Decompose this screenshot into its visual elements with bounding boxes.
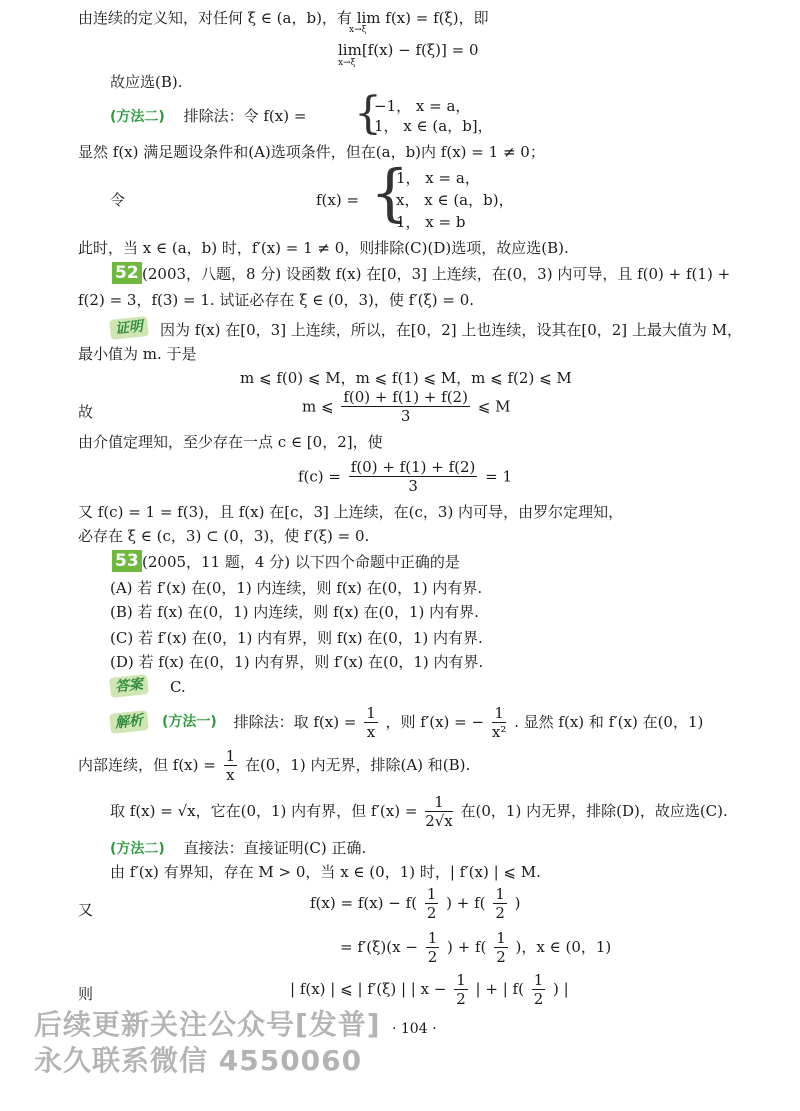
analysis-label: 解析	[109, 710, 149, 734]
proof-label: 证明	[109, 316, 149, 340]
question-text: (2003，八题，8 分) 设函数 f(x) 在[0，3] 上连续，在(0，3) 内可导，且 f(0) + f(1) +	[142, 265, 731, 283]
piecewise-row: 1， x = b	[396, 213, 466, 231]
page-number: · 104 ·	[392, 1021, 437, 1037]
brace-icon: {	[354, 88, 382, 139]
method-label: (方法二)	[110, 109, 165, 125]
text-line: 令	[110, 191, 126, 209]
method-label: (方法二)	[110, 841, 165, 857]
fraction: $\frac{1}{2}$	[427, 928, 438, 966]
method-line: (方法二) 排除法：令 f(x) =	[110, 107, 307, 125]
method-label: (方法一)	[162, 714, 217, 730]
equation: m ⩽ $\frac{f(0) + f(1) + f(2)}{3}$ ⩽ M	[302, 388, 511, 425]
option-c: (C) 若 f′(x) 在(0，1) 内有界，则 f(x) 在(0，1) 内有界.	[110, 629, 483, 647]
fraction: $\frac{1}{2}$	[426, 884, 437, 922]
fraction: $\frac{1}{x}$	[366, 703, 376, 741]
analysis-line: 由 f′(x) 有界知，存在 M > 0，当 x ∈ (0，1) 时，| f′(x) | ⩽ M.	[110, 863, 541, 881]
equation: = f′(ξ)(x − $\frac{1}{2}$ ) + f( $\frac{1}{2}$ )，x ∈ (0，1)	[340, 928, 612, 966]
fraction: $\frac{f(0) + f(1) + f(2)}{3}$	[343, 388, 468, 425]
text-line: 故应选(B).	[110, 73, 183, 91]
fraction: $\frac{1}{\text{x²}}$	[491, 703, 507, 741]
option-a: (A) 若 f′(x) 在(0，1) 内连续，则 f(x) 在(0，1) 内有界.	[110, 579, 483, 597]
option-d: (D) 若 f(x) 在(0，1) 内有界，则 f′(x) 在(0，1) 内有界.	[110, 653, 484, 671]
fraction: $\frac{1}{2}$	[533, 970, 544, 1008]
question-text: (2005，11 题，4 分) 以下四个命题中正确的是	[142, 553, 460, 571]
method-line: (方法二) 直接法：直接证明(C) 正确.	[110, 839, 367, 857]
piecewise-row: −1， x = a，	[374, 97, 471, 115]
question-number-badge: 52	[112, 262, 142, 284]
text-line: 由连续的定义知，对任何 ξ ∈ (a，b)，有 lim f(x) = f(ξ)，即	[78, 9, 489, 27]
fraction: $\frac{1}{2}$	[495, 884, 505, 922]
equation: f(c) = $\frac{f(0) + f(1) + f(2)}{3}$ = 1	[298, 458, 513, 495]
proof-text: 由介值定理知，至少存在一点 c ∈ [0，2]，使	[78, 433, 383, 451]
text-line: 又	[78, 901, 94, 919]
analysis-line: 内部连续，但 f(x) = $\frac{1}{x}$ 在(0，1) 内无界，排除(A) 和(B).	[78, 746, 471, 784]
equation: f(x) = f(x) − f( $\frac{1}{2}$ ) + f( $\frac{1}{2}$ )	[310, 884, 521, 922]
text-line: 显然 f(x) 满足题设条件和(A)选项条件，但在(a，b)内 f(x) = 1 ≠ 0；	[78, 143, 545, 161]
equation: lim[f(x) − f(ξ)] = 0	[338, 41, 479, 59]
proof-text: 又 f(c) = 1 = f(3)，且 f(x) 在[c，3] 上连续，在(c，3) 内可导，由罗尔定理知，	[78, 503, 624, 521]
fraction: $\frac{1}{2√x}$	[425, 792, 453, 830]
fraction: $\frac{1}{x}$	[225, 746, 236, 784]
answer-text: C.	[170, 678, 186, 696]
watermark-line: 后续更新关注公众号[发普]	[34, 1008, 381, 1041]
option-b: (B) 若 f(x) 在(0，1) 内连续，则 f(x) 在(0，1) 内有界.	[110, 603, 479, 621]
piecewise-row: 1， x ∈ (a，b]，	[374, 117, 493, 135]
analysis-line: 取 f(x) = √x，它在(0，1) 内有界，但 f′(x) = $\frac{1}{2√x}$ 在(0，1) 内无界，排除(D)，故应选(C).	[110, 792, 728, 830]
fraction: $\frac{f(0) + f(1) + f(2)}{3}$	[350, 458, 476, 495]
text-line: 则	[78, 985, 94, 1003]
analysis-line: (方法一) 排除法：取 f(x) = $\frac{1}{x}$ ，则 f′(x) = − $\frac{1}{\text{x²}}$ . 显然 f(x) 和 f′(x) 在(0，1)	[162, 703, 704, 741]
piecewise-row: x， x ∈ (a，b)，	[396, 191, 514, 209]
fraction: $\frac{1}{2}$	[456, 970, 466, 1008]
equation: | f(x) | ⩽ | f′(ξ) | | x − $\frac{1}{2}$ | + | f( $\frac{1}{2}$ ) |	[290, 970, 569, 1008]
limit-subscript: x→ξ	[349, 25, 367, 35]
proof-text: 因为 f(x) 在[0，3] 上连续，所以，在[0，2] 上也连续，设其在[0，2] 上最大值为 M，	[160, 321, 743, 339]
proof-text: 最小值为 m. 于是	[78, 345, 197, 363]
piecewise-lhs: f(x) =	[316, 191, 360, 209]
limit-subscript: x→ξ	[338, 58, 356, 68]
text-line: 此时，当 x ∈ (a，b) 时，f′(x) = 1 ≠ 0，则排除(C)(D)选项，故应选(B).	[78, 239, 569, 257]
proof-text: 必存在 ξ ∈ (c，3) ⊂ (0，3)，使 f′(ξ) = 0.	[78, 527, 370, 545]
fraction: $\frac{1}{2}$	[496, 928, 506, 966]
answer-label: 答案	[109, 674, 149, 698]
question-text: f(2) = 3，f(3) = 1. 试证必存在 ξ ∈ (0，3)，使 f′(ξ) = 0.	[78, 291, 474, 309]
question-number-badge: 53	[112, 550, 142, 572]
watermark-line: 永久联系微信 4550060	[34, 1044, 363, 1077]
piecewise-row: 1， x = a，	[396, 169, 480, 187]
brace-icon: {	[370, 156, 410, 229]
equation: m ⩽ f(0) ⩽ M，m ⩽ f(1) ⩽ M，m ⩽ f(2) ⩽ M	[240, 369, 572, 387]
text-line: 故	[78, 403, 94, 421]
